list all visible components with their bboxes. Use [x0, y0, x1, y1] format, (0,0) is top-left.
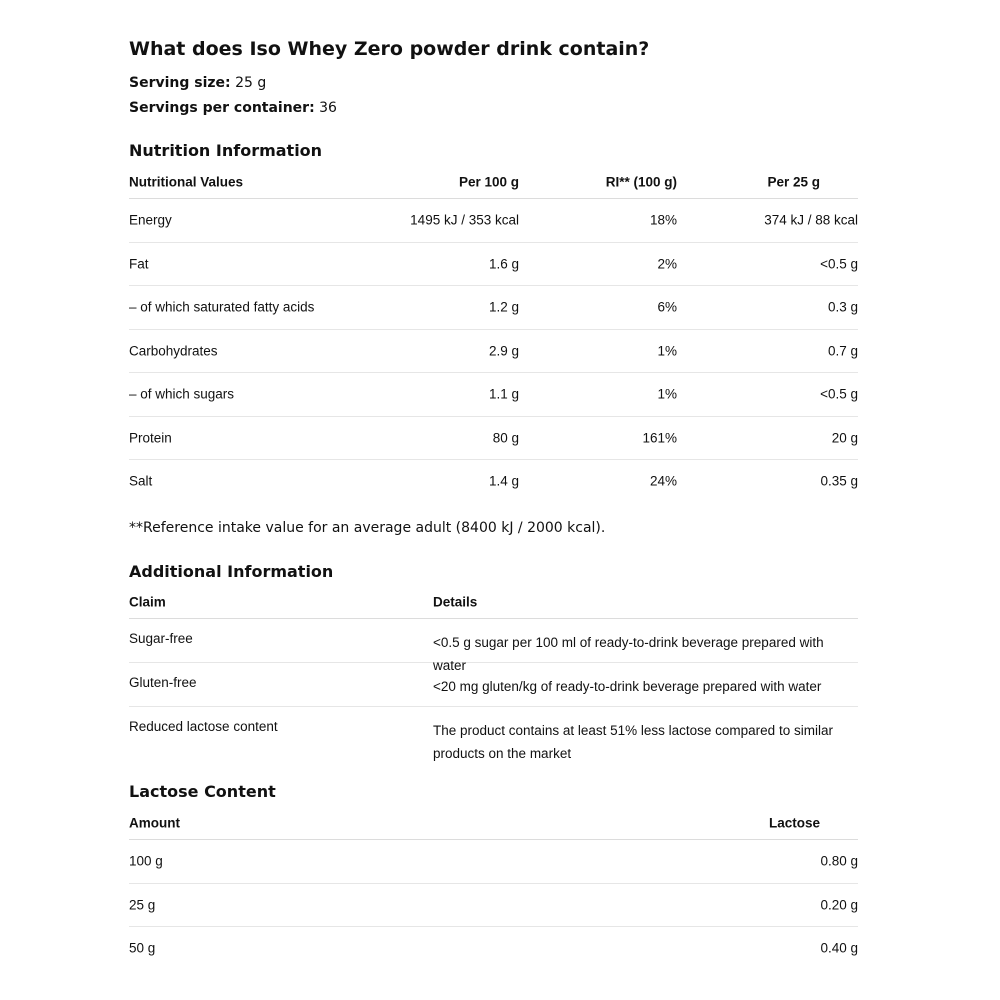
additional-table: [129, 588, 858, 767]
table-row: [129, 460, 858, 503]
table-cell: Carbohydrates: [129, 343, 218, 359]
table-cell: 1%: [657, 343, 677, 359]
table-row: [129, 707, 858, 767]
table-cell: Salt: [129, 473, 153, 489]
additional-heading: Additional Information: [129, 562, 334, 581]
table-row: [129, 619, 858, 673]
nutrition-heading: Nutrition Information: [129, 141, 323, 160]
table-row: [129, 884, 858, 928]
servings-per-container: [129, 100, 337, 116]
table-cell: <0.5 g: [820, 386, 858, 402]
additional-table-header: [129, 588, 858, 619]
amount-cell: 100 g: [129, 853, 163, 869]
table-row: [129, 373, 858, 417]
table-cell: 20 g: [831, 430, 858, 446]
servings-per-container-value: 36: [319, 100, 337, 116]
table-row: [129, 417, 858, 461]
table-row: [129, 330, 858, 374]
table-cell: Fat: [129, 256, 149, 272]
table-cell: <0.5 g: [820, 256, 858, 272]
nutrition-col-per25: Per 25 g: [767, 174, 820, 190]
table-row: [129, 199, 858, 243]
serving-size-label: Serving size:: [129, 75, 231, 91]
table-cell: 2%: [657, 256, 677, 272]
nutrition-table: [129, 168, 858, 503]
table-cell: – of which sugars: [129, 386, 235, 402]
nutrition-table-header: [129, 168, 858, 199]
table-row: [129, 927, 858, 970]
table-row: [129, 840, 858, 884]
table-cell: 80 g: [492, 430, 519, 446]
table-cell: Protein: [129, 430, 172, 446]
table-cell: 6%: [657, 299, 677, 315]
amount-cell: 50 g: [129, 940, 156, 956]
page-title: What does Iso Whey Zero powder drink contain?: [129, 38, 650, 60]
claim-cell: Reduced lactose content: [129, 718, 278, 734]
nutrition-col-ri: RI** (100 g): [605, 174, 677, 190]
table-cell: – of which saturated fatty acids: [129, 299, 315, 315]
table-row: [129, 663, 858, 707]
lactose-cell: 0.40 g: [820, 940, 858, 956]
table-cell: 18%: [649, 212, 677, 228]
additional-col-claim: Claim: [129, 594, 166, 610]
table-cell: 1.1 g: [488, 386, 519, 402]
servings-per-container-label: Servings per container:: [129, 100, 315, 116]
lactose-cell: 0.80 g: [820, 853, 858, 869]
serving-size: [129, 75, 266, 91]
table-cell: 1.2 g: [488, 299, 519, 315]
lactose-col-amount: Amount: [129, 815, 180, 831]
serving-size-value: 25 g: [235, 75, 267, 91]
details-cell: <20 mg gluten/kg of ready-to-drink beverage prepared with water: [433, 678, 822, 694]
table-cell: Energy: [129, 212, 172, 228]
table-cell: 0.35 g: [820, 473, 858, 489]
table-cell: 161%: [642, 430, 677, 446]
additional-col-details: Details: [433, 594, 478, 610]
table-cell: 24%: [649, 473, 677, 489]
table-row: [129, 286, 858, 330]
lactose-cell: 0.20 g: [820, 897, 858, 913]
table-cell: 1.4 g: [488, 473, 519, 489]
table-cell: 1%: [657, 386, 677, 402]
lactose-table-header: [129, 809, 858, 840]
claim-cell: Sugar-free: [129, 631, 193, 646]
details-cell: The product contains at least 51% less lactose compared to similar products on the market: [433, 722, 833, 761]
nutrition-col-values: Nutritional Values: [129, 174, 244, 190]
nutrition-col-per100: Per 100 g: [458, 174, 519, 190]
details-cell: <0.5 g sugar per 100 ml of ready-to-drink beverage prepared with water: [433, 635, 824, 673]
table-row: [129, 243, 858, 287]
table-cell: 0.7 g: [827, 343, 858, 359]
table-cell: 2.9 g: [488, 343, 519, 359]
table-cell: 374 kJ / 88 kcal: [764, 212, 858, 228]
lactose-heading: Lactose Content: [129, 782, 276, 801]
lactose-col-lactose: Lactose: [768, 815, 820, 831]
table-cell: 1495 kJ / 353 kcal: [410, 212, 519, 228]
table-cell: 0.3 g: [827, 299, 858, 315]
ri-footnote: **Reference intake value for an average adult (8400 kJ / 2000 kcal).: [129, 520, 606, 536]
table-cell: 1.6 g: [488, 256, 519, 272]
claim-cell: Gluten-free: [129, 674, 197, 690]
amount-cell: 25 g: [129, 897, 156, 913]
lactose-table: [129, 809, 858, 970]
